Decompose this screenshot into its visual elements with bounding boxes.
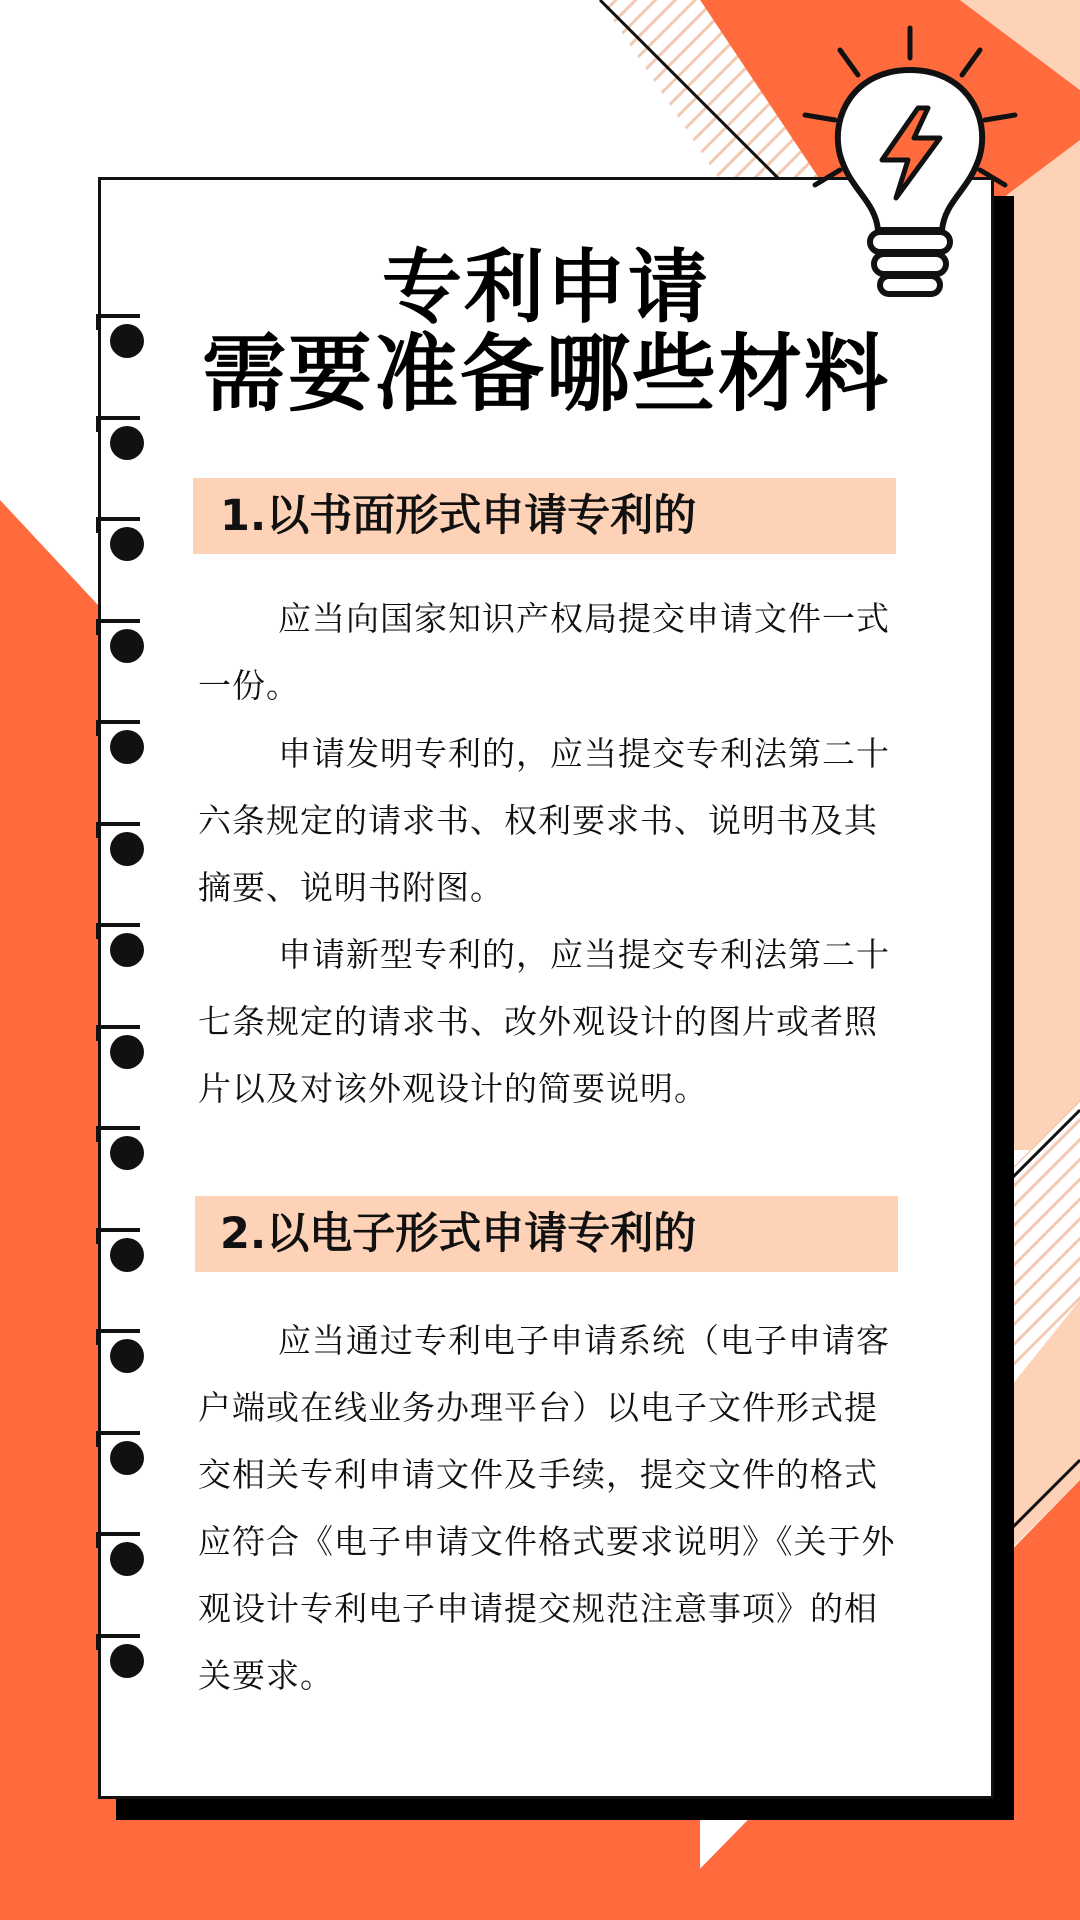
notebook-ring-icon [110, 629, 144, 663]
notebook-ring-wire [96, 923, 140, 927]
notebook-ring-wire [96, 1431, 140, 1435]
notebook-ring-wire [96, 720, 140, 724]
notebook-ring-icon [110, 933, 144, 967]
notebook-ring-wire [96, 517, 140, 521]
notebook-ring-wire [96, 1532, 140, 1536]
notebook-ring-icon [110, 426, 144, 460]
page-title-line2: 需要准备哪些材料 [201, 325, 890, 423]
notebook-ring-wire [96, 822, 140, 826]
section-1-paragraph-1: 应当向国家知识产权局提交申请文件一式一份。 [198, 599, 890, 705]
notebook-ring-icon [110, 1644, 144, 1678]
notebook-ring-wire [96, 1634, 140, 1638]
notebook-ring-wire [96, 314, 140, 318]
notebook-ring-wire [96, 1025, 140, 1029]
notebook-ring-icon [110, 1035, 144, 1069]
section-1-paragraph-3: 申请新型专利的，应当提交专利法第二十七条规定的请求书、改外观设计的图片或者照片以及对该外观设计的简要说明。 [198, 935, 890, 1108]
notebook-ring-wire [96, 1126, 140, 1130]
section-1-heading: 1.以书面形式申请专利的 [220, 491, 697, 541]
notebook-ring-icon [110, 832, 144, 866]
notebook-ring-wire [96, 1228, 140, 1232]
notebook-ring-icon [110, 527, 144, 561]
notebook-ring-icon [110, 730, 144, 764]
section-2-heading: 2.以电子形式申请专利的 [220, 1209, 697, 1259]
notebook-ring-icon [110, 1339, 144, 1373]
notebook-ring-wire [96, 619, 140, 623]
notebook-ring-wire [96, 416, 140, 420]
section-2-paragraph-1: 应当通过专利电子申请系统（电子申请客户端或在线业务办理平台）以电子文件形式提交相关专利申请文件及手续，提交文件的格式应符合《电子申请文件格式要求说明》《关于外观设计专利电子申请提交规范注意事项》的相关要求。 [198, 1321, 896, 1695]
notebook-ring-icon [110, 1441, 144, 1475]
notebook-ring-icon [110, 324, 144, 358]
notebook-ring-icon [110, 1542, 144, 1576]
section-1-paragraph-2: 申请发明专利的，应当提交专利法第二十六条规定的请求书、权利要求书、说明书及其摘要、说明书附图。 [198, 734, 890, 907]
notebook-ring-icon [110, 1136, 144, 1170]
notebook-ring-wire [96, 1329, 140, 1333]
notebook-ring-icon [110, 1238, 144, 1272]
page-title-line1: 专利申请 [382, 241, 710, 334]
